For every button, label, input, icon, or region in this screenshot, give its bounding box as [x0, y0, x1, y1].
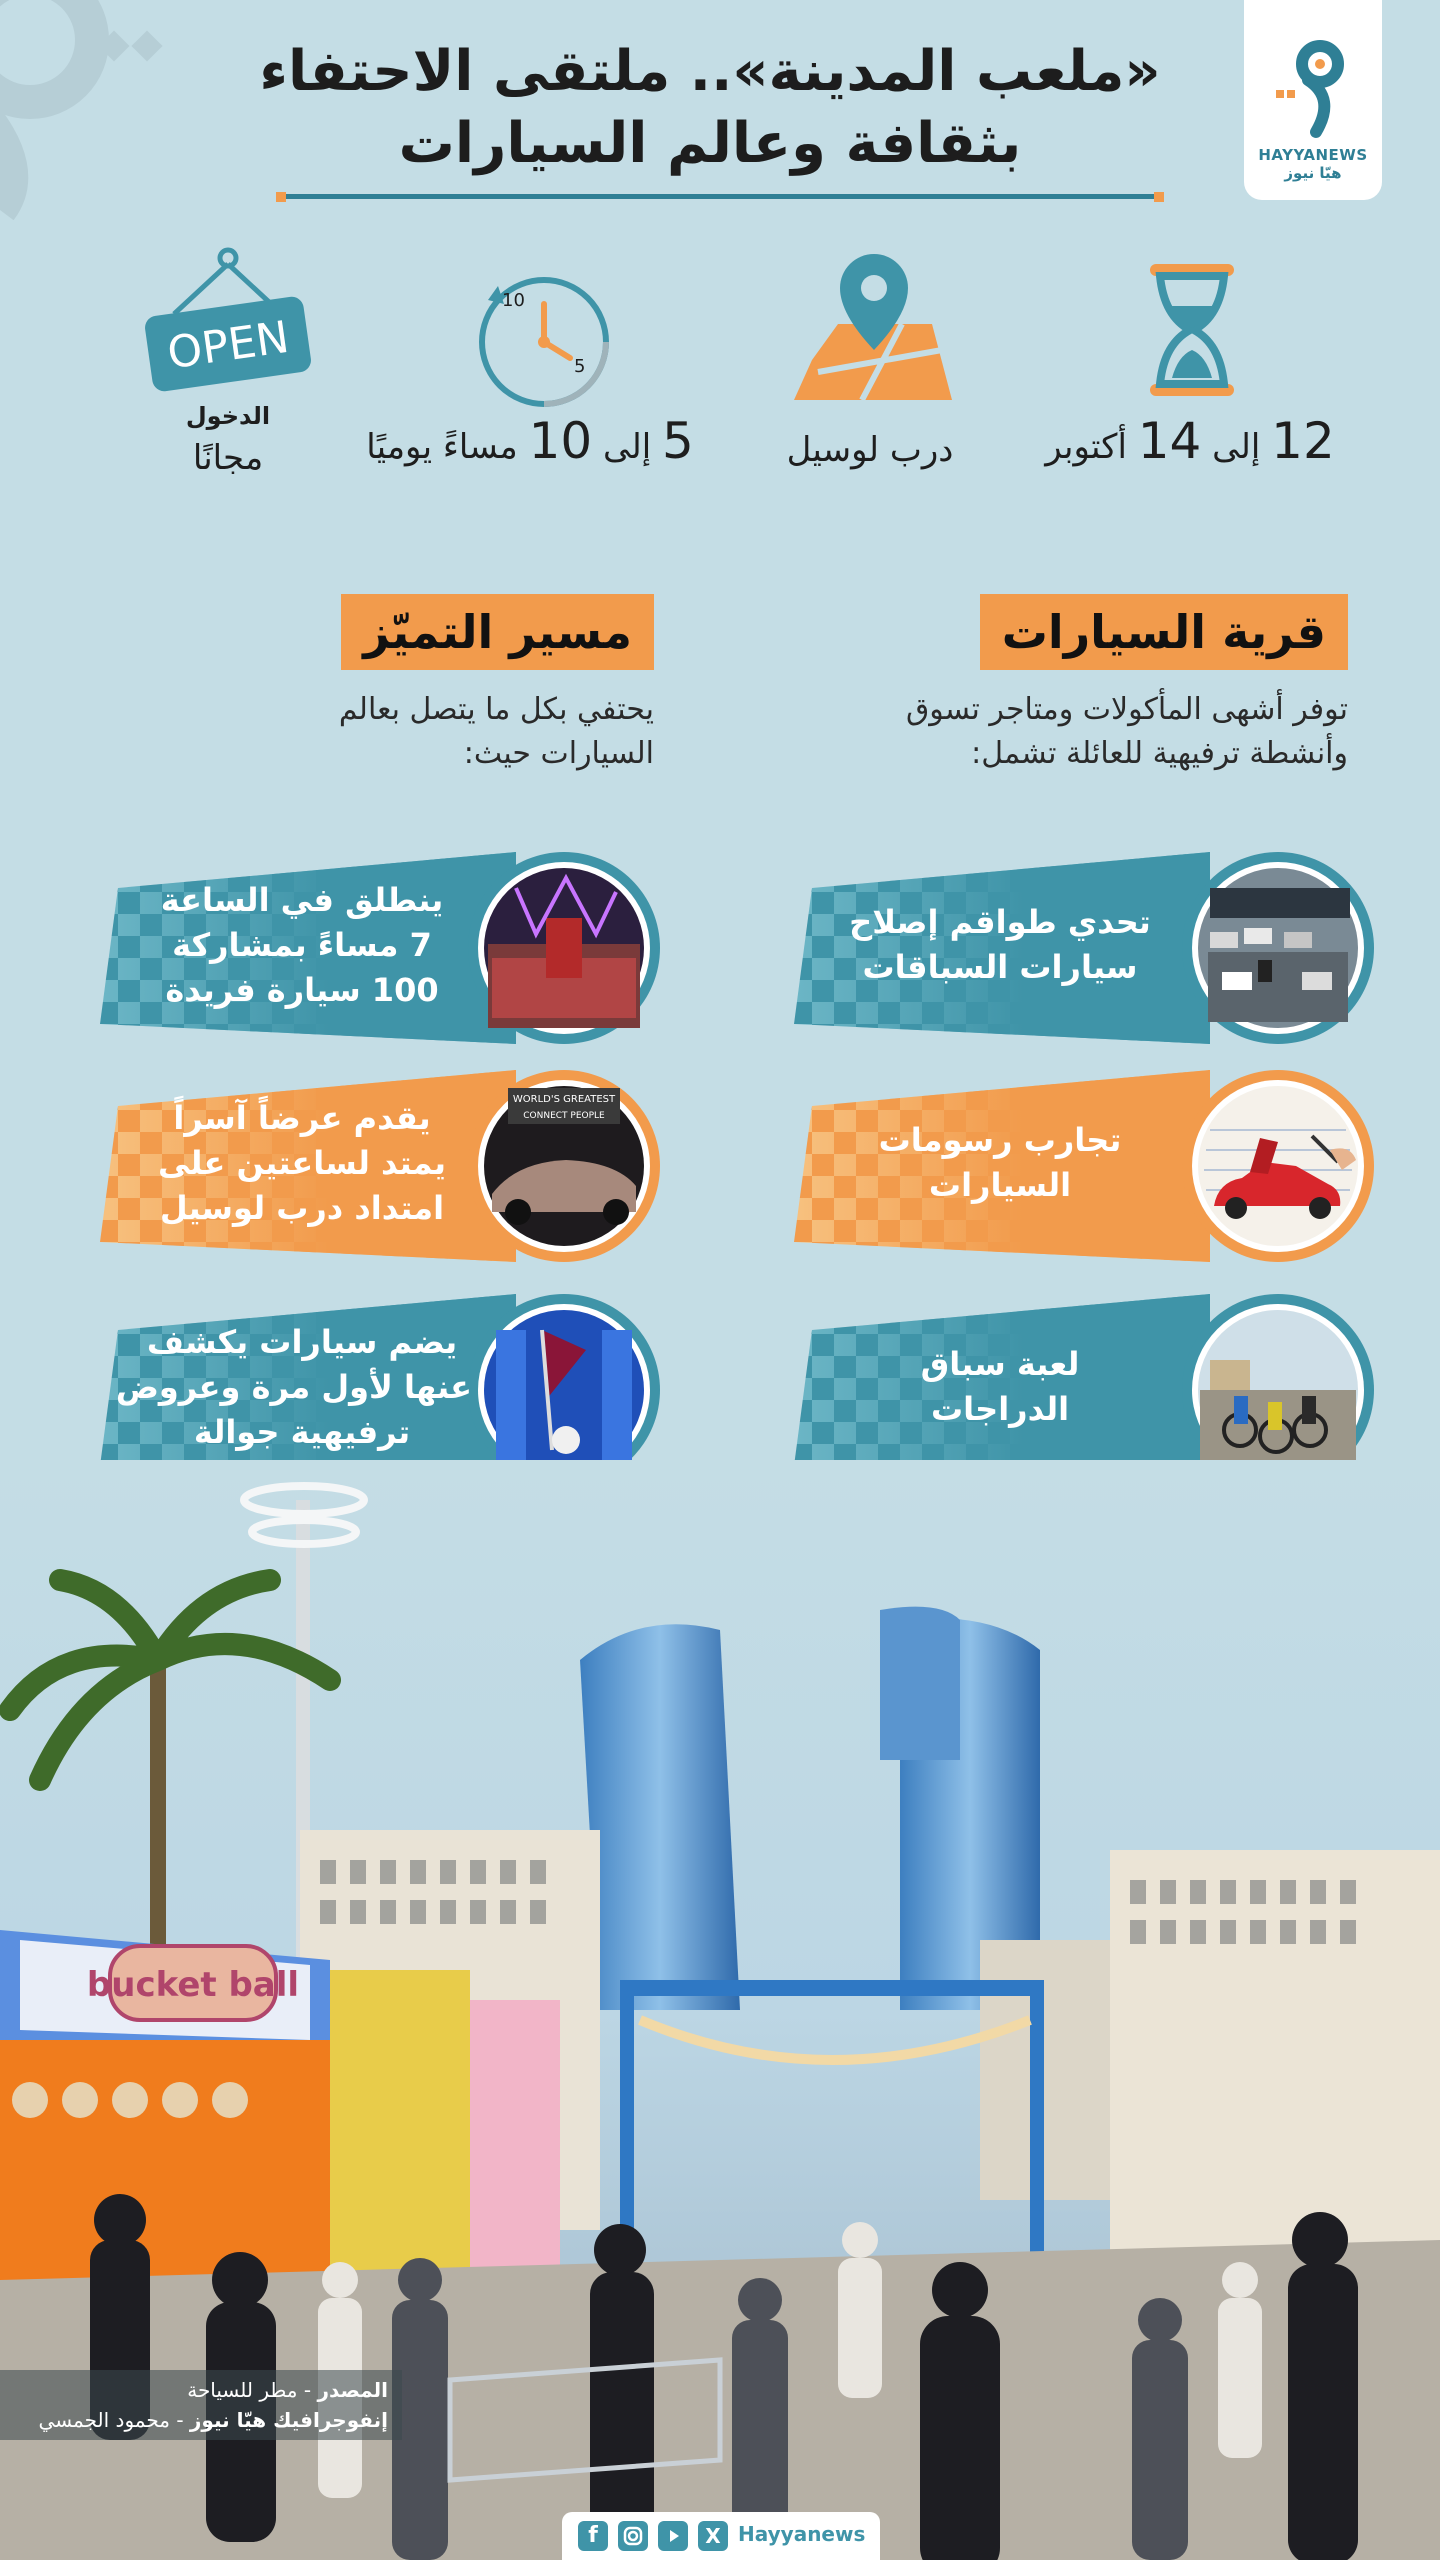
rule-dot-left	[276, 192, 286, 202]
banner-text-line: عنها لأول مرة وعروض	[115, 1368, 472, 1406]
banner-text-line: سيارات السباقات	[862, 948, 1138, 986]
banner-text	[132, 1096, 472, 1231]
open-sign-text: OPEN	[164, 311, 293, 380]
graphic-value: محمود الجمسي	[38, 2408, 170, 2432]
facebook-icon[interactable]: f	[578, 2521, 608, 2551]
banner-text-line: 100 سيارة فريدة	[165, 971, 439, 1009]
map-pin-icon	[782, 250, 962, 410]
booth-sign-text: bucket ball	[86, 1965, 300, 2005]
dates-text	[1040, 412, 1340, 470]
section-title-excellence-parade: مسير التميّز	[341, 594, 654, 670]
banner-text-line: يضم سيارات يكشف	[146, 1323, 458, 1361]
entry-label: الدخول	[185, 402, 271, 430]
instagram-glyph	[618, 2521, 648, 2551]
hayyanews-logo[interactable]	[1244, 0, 1382, 200]
sign-text-2: CONNECT PEOPLE	[523, 1111, 605, 1121]
separator: -	[303, 2378, 312, 2402]
time-from: 5	[661, 412, 694, 470]
source-value: مطر للسياحة	[187, 2378, 298, 2402]
banner-text-line: ترفيهية جوالة	[193, 1413, 411, 1451]
title-line-1: «ملعب المدينة».. ملتقى الاحتفاء	[259, 39, 1161, 104]
banner-text-line: 7 مساءً بمشاركة	[172, 926, 432, 964]
section-desc-excellence-parade	[234, 688, 654, 776]
village-desc-line-1: توفر أشهى المأكولات ومتاجر تسوق	[905, 692, 1348, 727]
clock-icon	[458, 260, 638, 420]
title-underline	[280, 194, 1160, 199]
time-suffix: مساءً يوميًا	[366, 427, 518, 467]
credit-source	[187, 2378, 388, 2402]
entry-value: مجانًا	[192, 438, 264, 478]
hours-text	[360, 412, 700, 470]
page-title	[230, 36, 1190, 180]
sign-text-1: WORLD'S GREATEST	[512, 1094, 616, 1105]
banner-text-line: تحدي طواقم إصلاح	[849, 903, 1151, 941]
clock-number-10: 10	[502, 290, 525, 311]
graphic-label: إنفوجرافيك هيّا نيوز	[189, 2408, 388, 2432]
banner-text	[820, 1118, 1180, 1208]
banner-text-line: تجارب رسومات	[878, 1121, 1122, 1159]
banner-parade-show	[96, 1066, 686, 1266]
banner-text-line: ينطلق في الساعة	[160, 881, 444, 919]
watermark-logo	[0, 0, 180, 220]
x-icon[interactable]: X	[698, 2521, 728, 2551]
logo-arabic-text: هيّا نيوز	[1284, 164, 1342, 182]
clock-number-5: 5	[574, 356, 586, 377]
banner-text-line: السيارات	[928, 1166, 1072, 1204]
instagram-icon[interactable]	[618, 2521, 648, 2551]
banner-parade-start	[96, 848, 686, 1048]
dates-to-word: إلى	[1212, 427, 1261, 467]
banner-text-line: يقدم عرضاً آسراً	[173, 1099, 431, 1137]
location-text: درب لوسيل	[786, 430, 954, 470]
hourglass-icon	[1102, 250, 1282, 410]
dates-month: أكتوبر	[1045, 427, 1127, 467]
village-desc-line-2: وأنشطة ترفيهية للعائلة تشمل:	[971, 736, 1348, 771]
logo-latin-text: HAYYANEWS	[1258, 146, 1368, 164]
hayyanews-logo-icon	[1272, 36, 1356, 142]
banner-text	[115, 1320, 472, 1455]
section-title-car-village: قرية السيارات	[980, 594, 1348, 670]
parade-desc-line-1: يحتفي بكل ما يتصل بعالم	[338, 692, 654, 727]
title-line-2: بثقافة وعالم السيارات	[398, 111, 1022, 176]
social-handle[interactable]: Hayyanews	[738, 2522, 866, 2546]
youtube-icon[interactable]	[658, 2521, 688, 2551]
time-to-word: إلى	[603, 427, 652, 467]
credit-graphic	[39, 2408, 388, 2432]
youtube-glyph	[658, 2521, 688, 2551]
banner-text	[132, 878, 472, 1013]
banner-text-line: لعبة سباق	[920, 1345, 1080, 1383]
banner-text-line: امتداد درب لوسيل	[159, 1189, 445, 1227]
parade-desc-line-2: السيارات حيث:	[463, 736, 654, 771]
separator: -	[176, 2408, 184, 2432]
time-to: 10	[528, 412, 593, 470]
banner-text	[820, 1342, 1180, 1432]
banner-car-drawing	[790, 1066, 1380, 1266]
dates-from: 12	[1271, 412, 1335, 470]
dates-to: 14	[1137, 412, 1202, 470]
rule-dot-right	[1154, 192, 1164, 202]
credits-box	[0, 2370, 402, 2440]
banner-repair-challenge	[790, 848, 1380, 1048]
section-desc-car-village	[788, 688, 1348, 776]
social-bar	[562, 2512, 880, 2560]
open-sign-icon	[138, 244, 318, 404]
banner-text	[820, 900, 1180, 990]
banner-text-line: يمتد لساعتين على	[158, 1144, 446, 1182]
banner-text-line: الدراجات	[930, 1390, 1070, 1428]
source-label: المصدر	[317, 2378, 388, 2402]
